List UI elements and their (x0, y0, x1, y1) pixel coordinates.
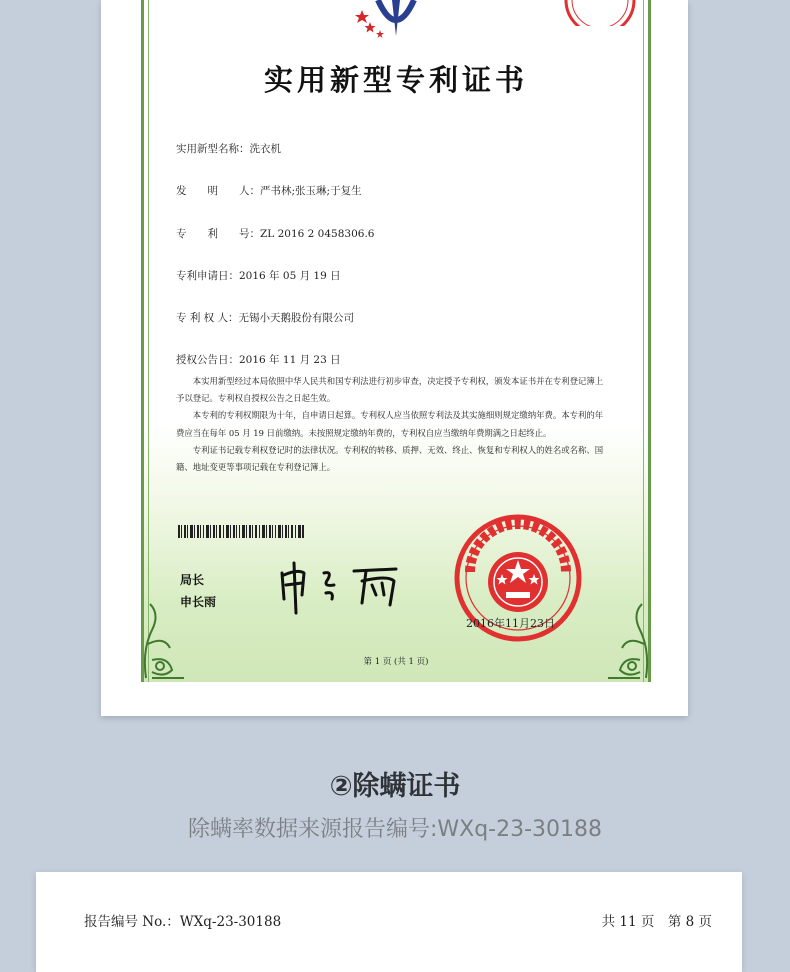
mite-report-card (36, 872, 742, 972)
field-application-date (176, 268, 341, 283)
field-value: 洗衣机 (249, 143, 281, 155)
field-grant-date (176, 352, 341, 367)
handwritten-signature (276, 559, 406, 615)
certificate-page-footer: 第 1 页 (共 1 页) (363, 657, 429, 667)
field-value: 2016 年 11 月 23 日 (239, 354, 341, 366)
field-label: 授权公告日： (176, 354, 239, 366)
certificate-title: 实用新型专利证书 (263, 63, 528, 97)
field-inventors (176, 183, 362, 198)
top-seal-stamp (562, 0, 638, 26)
body-paragraph: 专利证书记载专利权登记时的法律状况。专利权的转移、质押、无效、终止、恢复和专利权人的姓名或名称、国籍、地址变更等事项记载在专利登记簿上。 (176, 444, 604, 473)
certificate-sheet (141, 0, 651, 682)
field-value: 2016 年 05 月 19 日 (239, 270, 341, 282)
signer-name: 申长雨 (180, 595, 217, 609)
national-emblem-graphic (348, 0, 444, 44)
seal-date: 2016年11月23日 (466, 617, 555, 630)
field-label: 实用新型名称： (176, 143, 250, 155)
field-utility-model-name (176, 141, 281, 156)
field-value: 严书林;张玉琳;于复生 (260, 185, 362, 197)
body-paragraph: 本专利的专利权期限为十年，自申请日起算。专利权人应当依照专利法及其实施细则规定缴纳年费。本专利的年费应当在每年 05 月 19 日前缴纳。未按照规定缴纳年费的，专利权自应当缴纳年费期满之日起终止。 (176, 410, 604, 438)
signer-title: 局长 (180, 573, 205, 587)
report-page-count: 共 11 页 第 8 页 (601, 914, 712, 930)
field-value: ZL 2016 2 0458306.6 (260, 228, 375, 240)
report-number: 报告编号 No.：WXq-23-30188 (84, 914, 282, 930)
certificate-body-text (176, 373, 608, 476)
field-label: 专利申请日： (176, 270, 239, 282)
field-label: 专 利 号： (176, 228, 260, 240)
barcode (178, 525, 304, 538)
field-value: 无锡小天鹅股份有限公司 (238, 312, 355, 324)
field-label: 发 明 人： (176, 185, 260, 197)
patent-certificate-card (101, 0, 688, 716)
field-patent-number (176, 226, 374, 241)
section-subtitle: 除螨率数据来源报告编号:WXq-23-30188 (187, 817, 603, 842)
section-title: ②除螨证书 (329, 771, 461, 802)
corner-ornament-icon (138, 600, 190, 680)
field-patentee (176, 310, 354, 325)
field-label: 专 利 权 人： (176, 312, 239, 324)
body-paragraph: 本实用新型经过本局依照中华人民共和国专利法进行初步审查，决定授予专利权，颁发本证书并在专利登记簿上予以登记。专利权自授权公告之日起生效。 (176, 376, 604, 404)
corner-ornament-icon (602, 600, 654, 680)
